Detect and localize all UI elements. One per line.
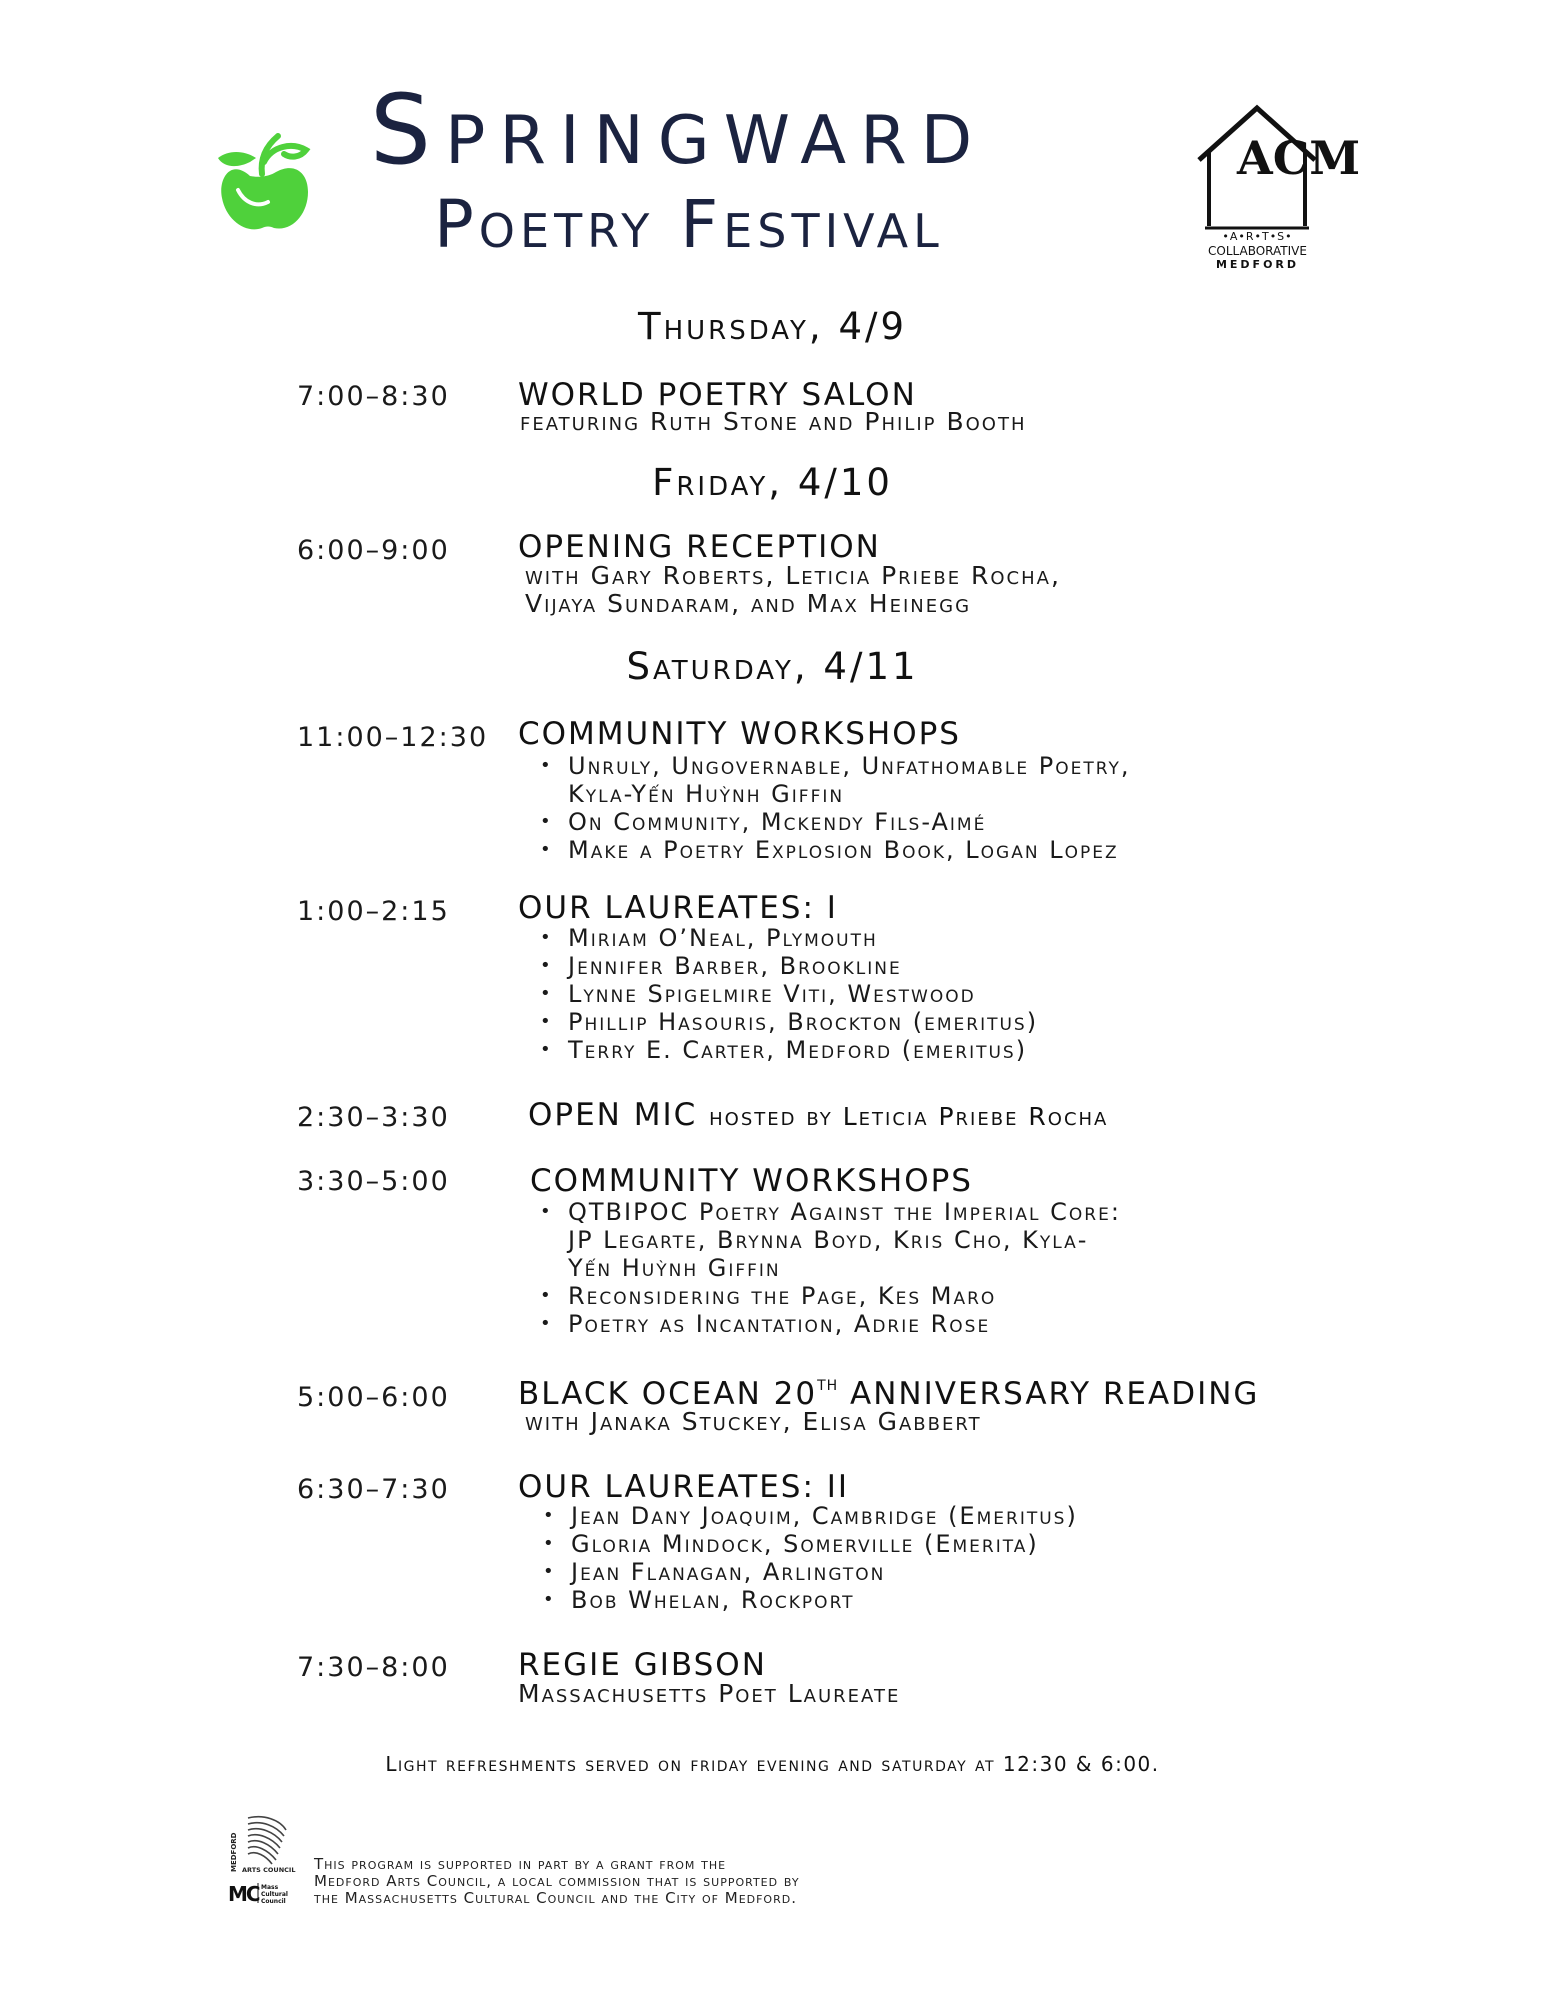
event-title: COMMUNITY WORKSHOPS [518, 716, 961, 752]
mcc-text-mass: Mass [261, 1884, 279, 1891]
list-item: • Terry E. Carter, Medford (emeritus) [540, 1036, 1038, 1064]
event-title: OPENING RECEPTION [518, 529, 881, 565]
list-item: • Lynne Spigelmire Viti, Westwood [540, 980, 1038, 1008]
mcc-text-council: Council [261, 1898, 286, 1905]
list-item-text-continued: JP Legarte, Brynna Boyd, Kris Cho, Kyla- [568, 1226, 1089, 1254]
event-title-text: BLACK OCEAN 20 [518, 1376, 818, 1412]
list-item: • Bob Whelan, Rockport [543, 1586, 1078, 1614]
event-subtitle: featuring Ruth Stone and Philip Booth [520, 407, 1027, 436]
event-time: 7:00–8:30 [297, 381, 450, 412]
event-time: 2:30–3:30 [297, 1102, 450, 1133]
event-title-text-rest: ANNIVERSARY READING [838, 1376, 1260, 1412]
event-time: 7:30–8:00 [297, 1652, 450, 1683]
event-time: 5:00–6:00 [297, 1382, 450, 1413]
workshop-list [540, 1198, 1121, 1338]
apple-sprout-logo [210, 128, 320, 238]
mac-logo-text-council: ARTS COUNCIL [242, 1866, 296, 1874]
svg-text:MC: MC [228, 1882, 259, 1906]
acm-collaborative: COLLABORATIVE [1208, 244, 1307, 258]
grant-line: This program is supported in part by a grant from the [314, 1855, 727, 1873]
event-title [518, 1376, 1260, 1412]
workshop-list [540, 752, 1130, 864]
event-subtitle-line: Vijaya Sundaram, and Max Heinegg [525, 589, 972, 618]
list-item: • Miriam O’Neal, Plymouth [540, 924, 1038, 952]
grant-line: Medford Arts Council, a local commission that is supported by [314, 1872, 800, 1890]
event-title-text: OPEN MIC [528, 1097, 698, 1133]
laureates-list [543, 1502, 1078, 1614]
festival-title-line1: Springward [370, 74, 987, 186]
event-time: 6:00–9:00 [297, 535, 450, 566]
mass-cultural-council-logo [228, 1880, 292, 1906]
refreshments-note: Light refreshments served on friday evening and saturday at 12:30 & 6:00. [385, 1752, 1160, 1776]
day-heading-saturday: Saturday, 4/11 [626, 645, 919, 688]
event-time: 3:30–5:00 [297, 1166, 450, 1197]
acm-logo-letter-a: ACM [1237, 131, 1361, 185]
mac-logo-text-medford: MEDFORD [230, 1832, 238, 1872]
acm-arts-dots: •A•R•T•S• [1222, 230, 1293, 243]
laureates-list [540, 924, 1038, 1064]
acm-logo-caption [1195, 230, 1320, 272]
event-title: OUR LAUREATES: I [518, 890, 838, 926]
event-subtitle: Massachusetts Poet Laureate [518, 1679, 901, 1708]
festival-title-line2: Poetry Festival [434, 186, 944, 263]
grant-line: the Massachusetts Cultural Council and the City of Medford. [314, 1889, 797, 1907]
list-item: • Poetry as Incantation, Adrie Rose [540, 1310, 1121, 1338]
ordinal-suffix: TH [817, 1378, 839, 1394]
event-time: 1:00–2:15 [297, 896, 450, 927]
list-item-text: QTBIPOC Poetry Against the Imperial Core: [568, 1198, 1121, 1226]
event-subtitle: with Janaka Stuckey, Elisa Gabbert [525, 1407, 982, 1436]
event-title [528, 1097, 1109, 1133]
event-title: COMMUNITY WORKSHOPS [530, 1163, 973, 1199]
list-item: • Reconsidering the Page, Kes Maro [540, 1282, 1121, 1310]
day-heading-friday: Friday, 4/10 [652, 461, 893, 504]
event-title: OUR LAUREATES: II [518, 1469, 850, 1505]
list-item [540, 752, 1130, 808]
list-item: • On Community, Mckendy Fils-Aimé [540, 808, 1130, 836]
list-item: • Jennifer Barber, Brookline [540, 952, 1038, 980]
event-time: 11:00–12:30 [297, 722, 489, 753]
list-item [540, 1198, 1121, 1282]
event-time: 6:30–7:30 [297, 1474, 450, 1505]
event-title: REGIE GIBSON [518, 1647, 767, 1683]
medford-arts-council-logo [228, 1812, 296, 1874]
list-item: • Jean Dany Joaquim, Cambridge (Emeritus) [543, 1502, 1078, 1530]
day-heading-thursday: Thursday, 4/9 [637, 305, 908, 348]
mcc-text-cultural: Cultural [261, 1891, 288, 1898]
list-item: • Make a Poetry Explosion Book, Logan Lopez [540, 836, 1130, 864]
event-subtitle [525, 562, 1061, 618]
grant-acknowledgement [314, 1856, 1014, 1907]
list-item: • Gloria Mindock, Somerville (Emerita) [543, 1530, 1078, 1558]
list-item: • Phillip Hasouris, Brockton (emeritus) [540, 1008, 1038, 1036]
list-item: • Jean Flanagan, Arlington [543, 1558, 1078, 1586]
list-item-text-continued: Kyla-Yến Huỳnh Giffin [568, 780, 845, 808]
event-subtitle-line: with Gary Roberts, Leticia Priebe Rocha, [525, 561, 1061, 590]
list-item-text: Unruly, Ungovernable, Unfathomable Poetry, [568, 752, 1131, 780]
event-inline-subtitle: hosted by Leticia Priebe Rocha [709, 1102, 1109, 1131]
acm-medford: MEDFORD [1215, 258, 1300, 271]
list-item-text-continued: Yến Huỳnh Giffin [568, 1254, 781, 1282]
event-title: WORLD POETRY SALON [518, 377, 917, 413]
